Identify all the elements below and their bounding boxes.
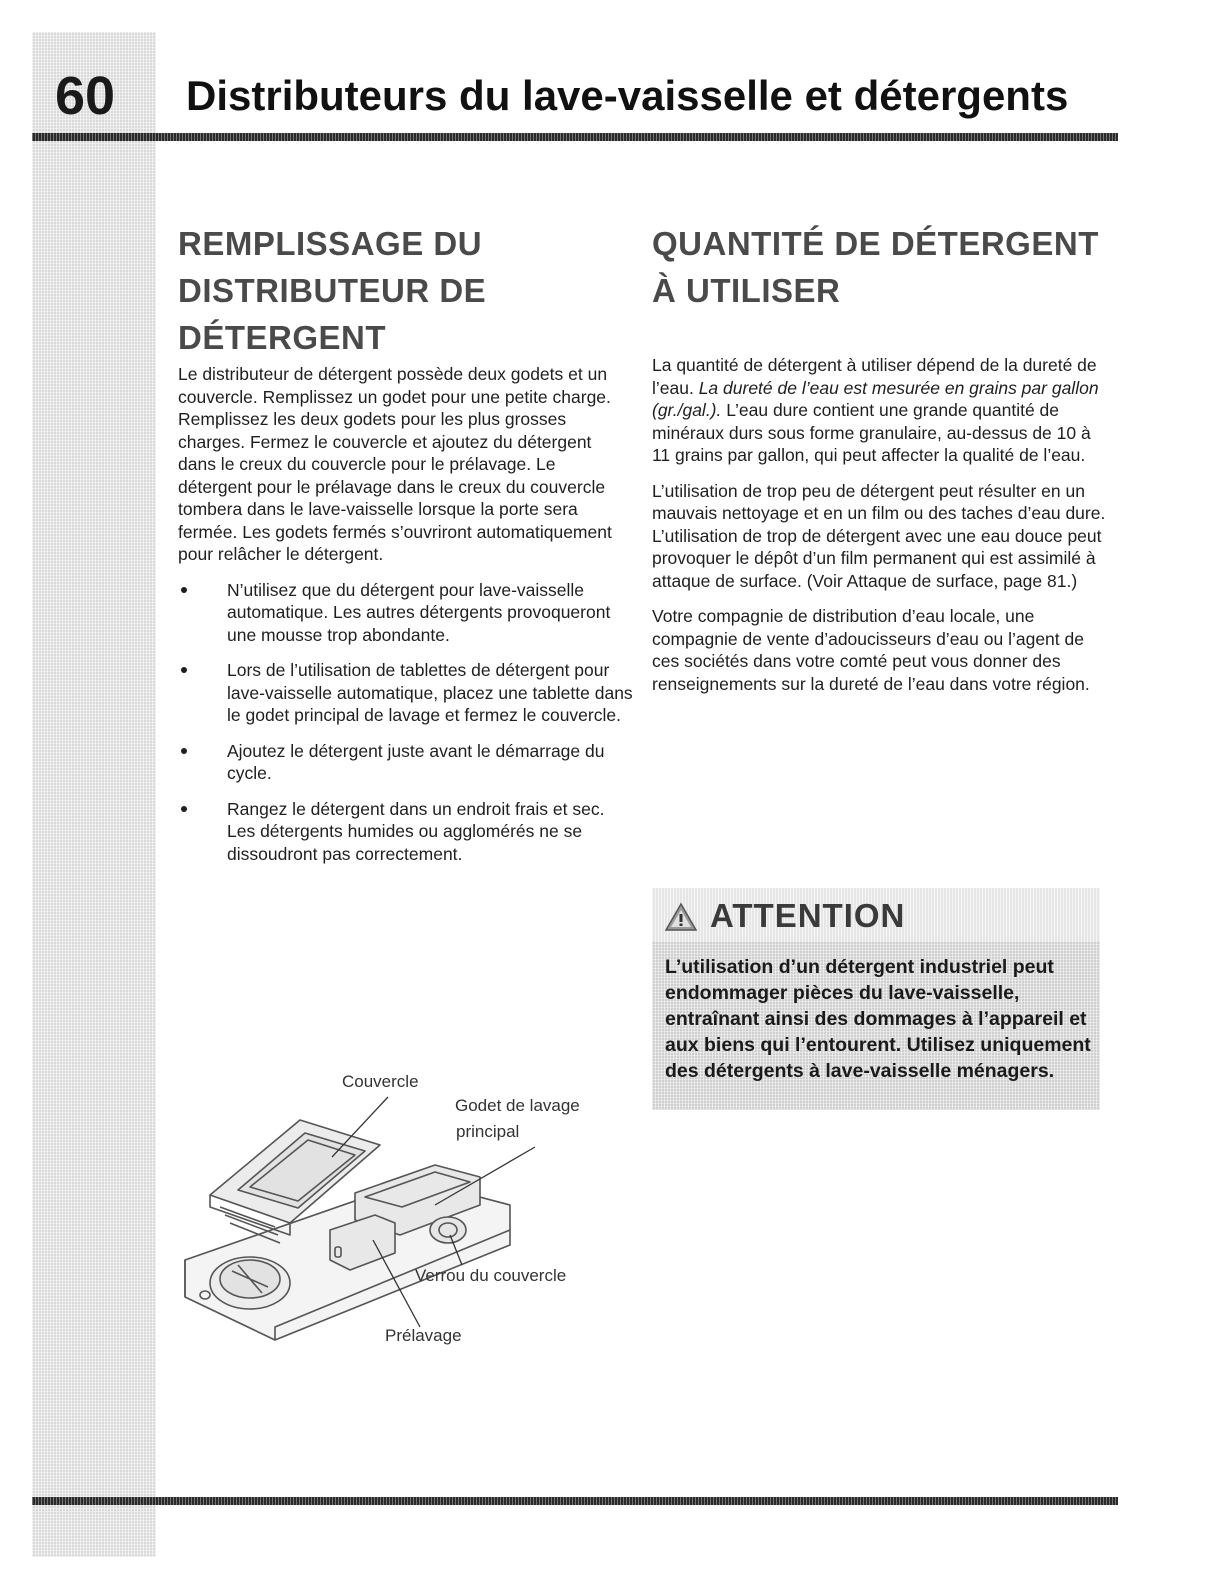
instruction-list <box>178 579 634 866</box>
right-column <box>652 354 1112 708</box>
warning-triangle-icon <box>664 902 698 932</box>
page-title: Distributeurs du lave-vaisselle et détergents <box>186 72 1069 119</box>
list-item <box>178 659 634 727</box>
left-column <box>178 363 634 878</box>
warning-box <box>652 888 1100 1110</box>
footer-rule <box>32 1497 1118 1505</box>
local-water-company-paragraph: Votre compagnie de distribution d’eau locale, une compagnie de vente d’adoucisseurs d’eau ou l’agent de ces sociétés dans votre comté peut vous donner des renseignements sur la dureté de l’eau dans votre région. <box>652 606 1090 694</box>
paragraph-text: L’eau dure contient une grande quantité de minéraux durs sous forme granulaire, au-dessus de 10 à 11 grains par gallon, qui peut affecter la qualité de l’eau. <box>652 400 1091 465</box>
list-item-text: Ajoutez le détergent juste avant le démarrage du cycle. <box>227 740 605 783</box>
list-item <box>178 579 634 647</box>
list-item-text: Rangez le détergent dans un endroit frais et sec. Les détergents humides ou agglomérés ne se dissoudront pas correctement. <box>227 798 605 864</box>
list-item <box>178 740 634 785</box>
warning-text: L’utilisation d’un détergent industriel peut endommager pièces du lave-vaisselle, entraînant ainsi des dommages à l’appareil et aux biens qui l’entourent. Utilisez uniquement des détergents à lave-vaisselle ménagers. <box>665 956 1091 1082</box>
bullet-icon <box>181 748 187 754</box>
bullet-icon <box>181 667 187 673</box>
header-rule <box>32 133 1118 141</box>
paragraph-text: La quantité de détergent à utiliser dépend de la dureté de l’eau. <box>652 355 1097 398</box>
label-main-wash-cup-2: principal <box>456 1122 520 1141</box>
label-main-wash-cup: Godet de lavage <box>455 1096 580 1115</box>
section-heading-quantity: QUANTITÉ DE DÉTERGENT À UTILISER <box>652 225 1099 309</box>
label-cover-latch: Verrou du couvercle <box>415 1266 567 1285</box>
list-item-text: Lors de l’utilisation de tablettes de détergent pour lave-vaisselle automatique, placez une tablette dans le godet principal de lavage et fermez le couvercle. <box>227 660 633 725</box>
label-cover: Couvercle <box>342 1072 419 1091</box>
bullet-icon <box>181 806 187 812</box>
detergent-amount-paragraph: L’utilisation de trop peu de détergent peut résulter en un mauvais nettoyage et en un film ou des taches d’eau dure. L’utilisation de trop de détergent avec une eau douce peut provoquer le dépôt d’un film permanent qui est assimilé à attaque de surface. (Voir Attaque de surface, page 81.) <box>652 480 1106 591</box>
hardness-measure-note: La dureté de l’eau est mesurée en grains par gallon (gr./gal.). <box>652 377 1099 420</box>
dispenser-diagram <box>180 1065 600 1355</box>
label-prewash: Prélavage <box>385 1326 462 1345</box>
page-number: 60 <box>55 66 116 126</box>
warning-title: ATTENTION <box>710 897 906 934</box>
side-strip <box>32 32 156 1557</box>
water-hardness-paragraph <box>652 354 1112 467</box>
intro-paragraph: Le distributeur de détergent possède deux godets et un couvercle. Remplissez un godet pour une petite charge. Remplissez les deux godets pour les plus grosses charges. Fermez le couvercle et ajoutez du détergent dans le creux du couvercle pour le prélavage. Le détergent pour le prélavage dans le creux du couvercle tombera dans le lave-vaisselle lorsque la porte sera fermée. Les godets fermés s’ouvriront automatiquement pour relâcher le détergent. <box>178 364 612 564</box>
list-item <box>178 798 634 866</box>
list-item-text: N’utilisez que du détergent pour lave-vaisselle automatique. Les autres détergents provoqueront une mousse trop abondante. <box>227 579 611 645</box>
warning-header <box>652 888 1100 942</box>
section-heading-filling: REMPLISSAGE DU DISTRIBUTEUR DE DÉTERGENT <box>178 225 487 356</box>
bullet-icon <box>181 587 187 593</box>
